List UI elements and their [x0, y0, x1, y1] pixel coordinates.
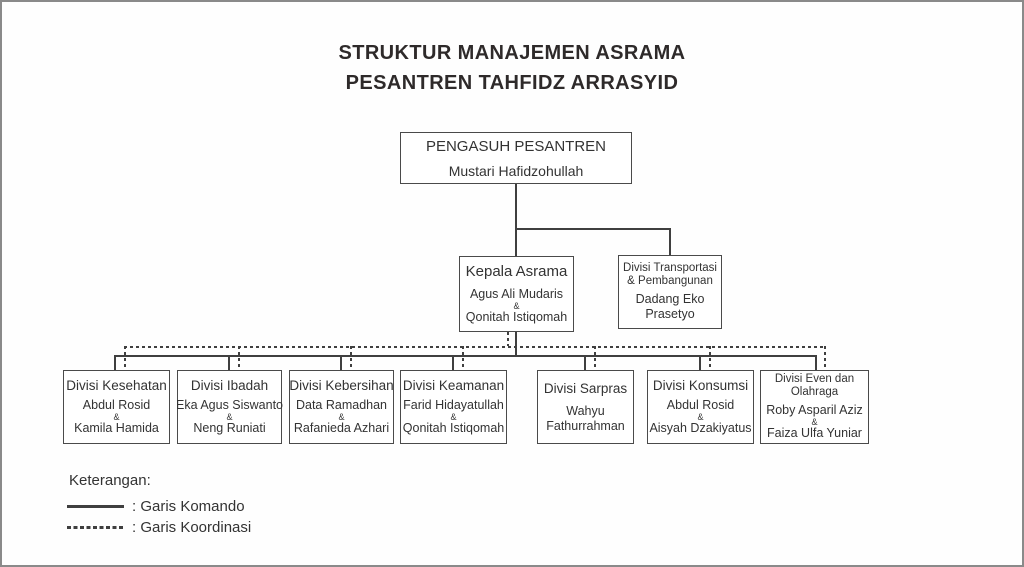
- division-name1: Abdul Rosid: [82, 398, 151, 412]
- transport-title-line1: Divisi Transportasi: [623, 262, 717, 274]
- legend-koordinasi-label: : Garis Koordinasi: [132, 519, 252, 536]
- division-name2: Fathurrahman: [546, 418, 625, 433]
- division-title: Divisi Kesehatan: [66, 378, 167, 393]
- connector-komando-drop-keamanan: [452, 355, 454, 370]
- box-divisi-ibadah: [177, 370, 282, 444]
- division-amp: &: [226, 412, 233, 422]
- box-divisi-transportasi-pembangunan: [618, 255, 722, 329]
- connector-koordinasi-horizontal: [124, 346, 826, 348]
- legend-solid-line-sample: [67, 505, 124, 508]
- division-amp: &: [450, 412, 457, 422]
- connector-komando-level2-horizontal: [515, 228, 671, 230]
- division-name1: Farid Hidayatullah: [403, 398, 504, 412]
- connector-koordinasi-drop-kebersihan: [350, 346, 352, 370]
- division-name1: Eka Agus Siswanto: [176, 398, 284, 412]
- connector-koordinasi-drop-ibadah: [238, 346, 240, 370]
- connector-koordinasi-drop-konsumsi: [709, 346, 711, 370]
- box-divisi-keamanan: [400, 370, 507, 444]
- transport-name-line1: Dadang Eko: [635, 292, 705, 306]
- division-name2: Kamila Hamida: [74, 421, 159, 435]
- connector-koordinasi-drop-keamanan: [462, 346, 464, 370]
- division-amp: &: [338, 412, 345, 422]
- legend-dashed-line-sample: [67, 526, 123, 529]
- connector-komando-drop-ibadah: [228, 355, 230, 370]
- box-divisi-sarpras: [537, 370, 634, 444]
- connector-komando-drop-kepala: [515, 228, 517, 256]
- division-title: Divisi Sarpras: [543, 380, 628, 396]
- legend-komando-label: : Garis Komando: [132, 498, 245, 515]
- connector-komando-drop-even-olahraga: [815, 355, 817, 370]
- division-title: Divisi Konsumsi: [652, 378, 749, 393]
- box-divisi-even-olahraga: [760, 370, 869, 444]
- division-name2: Qonitah Istiqomah: [402, 421, 505, 435]
- connector-komando-level3-horizontal: [114, 355, 817, 357]
- transport-name-line2: Prasetyo: [645, 307, 695, 321]
- division-title-line2: Olahraga: [790, 386, 839, 398]
- division-amp: &: [113, 412, 120, 422]
- kepala-name2: Qonitah Istiqomah: [465, 310, 568, 324]
- division-name1: Wahyu: [566, 403, 605, 418]
- connector-koordinasi-drop-even-olahraga: [824, 346, 826, 370]
- division-name2: Faiza Ulfa Yuniar: [767, 426, 862, 440]
- division-title: Divisi Kebersihan: [289, 378, 394, 393]
- page-title-line1: STRUKTUR MANAJEMEN ASRAMA: [338, 42, 686, 64]
- box-kepala-asrama: [459, 256, 574, 332]
- pengasuh-name: Mustari Hafidzohullah: [448, 162, 584, 179]
- division-name1: Roby Asparil Aziz: [766, 403, 863, 417]
- kepala-name1: Agus Ali Mudaris: [469, 287, 564, 301]
- connector-komando-drop-kesehatan: [114, 355, 116, 370]
- division-name1: Abdul Rosid: [666, 398, 735, 412]
- box-divisi-kebersihan: [289, 370, 394, 444]
- division-amp: &: [811, 417, 818, 427]
- division-name2: Neng Runiati: [193, 421, 266, 435]
- page-title-line2: PESANTREN TAHFIDZ ARRASYID: [345, 72, 679, 94]
- connector-koordinasi-kepala-vertical: [507, 332, 509, 346]
- kepala-title: Kepala Asrama: [465, 263, 568, 280]
- division-name2: Aisyah Dzakiyatus: [649, 421, 752, 435]
- division-title: Divisi Ibadah: [190, 378, 269, 393]
- connector-koordinasi-drop-sarpras: [594, 346, 596, 370]
- legend-heading: Keterangan:: [69, 472, 151, 489]
- connector-komando-top-vertical: [515, 184, 517, 230]
- connector-koordinasi-drop-kesehatan: [124, 346, 126, 370]
- box-pengasuh-pesantren: [400, 132, 632, 184]
- transport-title-line2: & Pembangunan: [627, 275, 713, 287]
- connector-komando-drop-transportasi: [669, 228, 671, 255]
- connector-komando-drop-sarpras: [584, 355, 586, 370]
- division-name1: Data Ramadhan: [295, 398, 388, 412]
- division-title: Divisi Keamanan: [402, 378, 505, 393]
- connector-komando-kepala-bottom-vertical: [515, 332, 517, 357]
- connector-komando-drop-kebersihan: [340, 355, 342, 370]
- division-title-line1: Divisi Even dan: [774, 373, 855, 385]
- box-divisi-kesehatan: [63, 370, 170, 444]
- kepala-amp: &: [513, 301, 520, 311]
- box-divisi-konsumsi: [647, 370, 754, 444]
- pengasuh-title: PENGASUH PESANTREN: [425, 137, 607, 155]
- page-title: [2, 38, 1022, 98]
- division-name2: Rafanieda Azhari: [293, 421, 390, 435]
- connector-komando-drop-konsumsi: [699, 355, 701, 370]
- division-amp: &: [697, 412, 704, 422]
